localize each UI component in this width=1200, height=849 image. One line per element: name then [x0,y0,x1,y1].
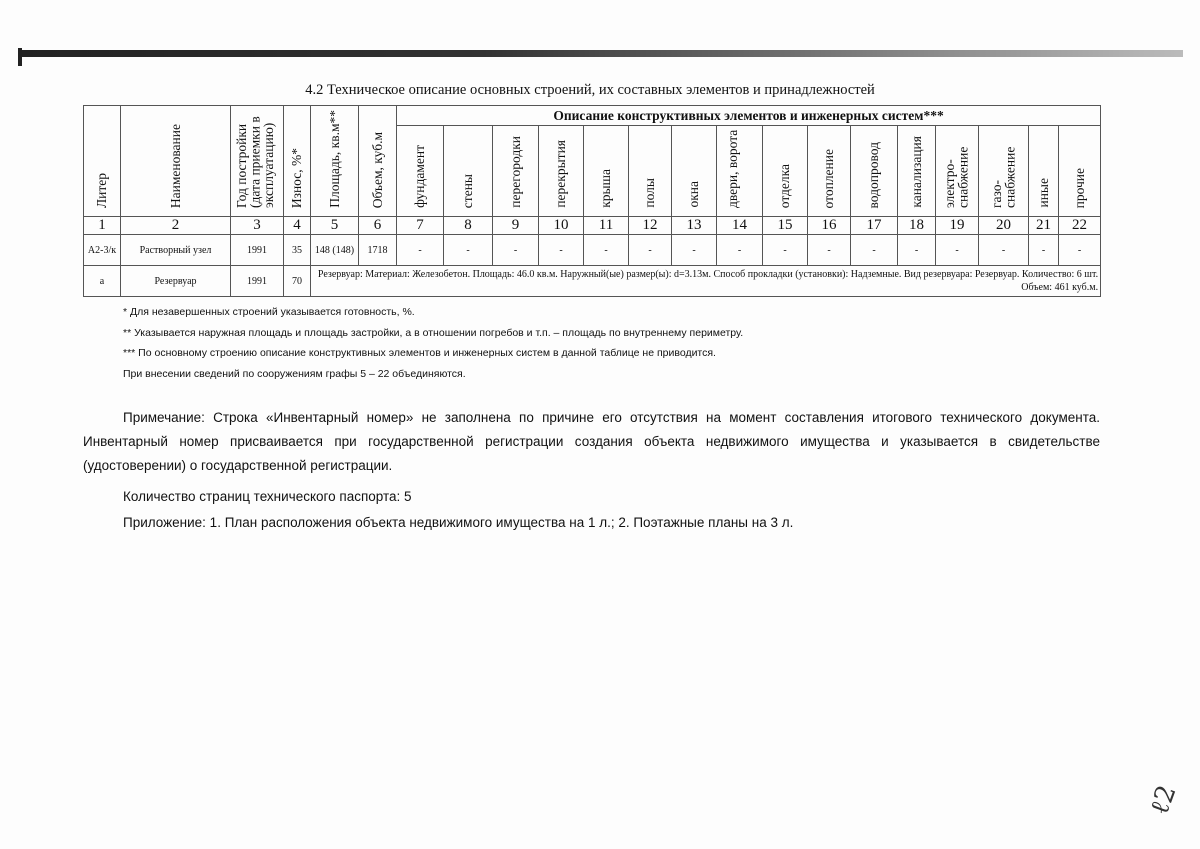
cell-volume: 1718 [359,235,397,266]
cell-dash: - [539,235,584,266]
cell-dash: - [763,235,808,266]
footnote: * Для незавершенных строений указывается готовность, %. [123,306,415,318]
subheader-cell [629,126,672,217]
subheader-text: полы [642,178,658,208]
cell-dash: - [979,235,1029,266]
subheader-cell [584,126,629,217]
subheader-cell [898,126,936,217]
cell-area: 148 (148) [311,235,359,266]
cell-liter: А2-3/к [84,235,121,266]
cell-dash: - [672,235,717,266]
column-number: 13 [672,217,717,235]
header-text: Объем, куб.м [369,131,385,208]
column-number: 5 [311,217,359,235]
header-text: Износ, %* [289,147,305,208]
footnotes [123,302,743,384]
pages-count: Количество страниц технического паспорта: 5 [123,489,412,504]
subheader-cell [397,126,444,217]
subheader-cell [444,126,493,217]
cell-dash: - [584,235,629,266]
table-row [84,266,1101,297]
subheader-text: электро-снабжение [942,146,971,208]
cell-year: 1991 [231,235,284,266]
column-number: 22 [1059,217,1101,235]
column-number: 3 [231,217,284,235]
cell-liter: а [84,266,121,297]
scan-artifact [18,48,22,66]
subheader-text: отделка [777,163,793,208]
table-row [84,235,1101,266]
header-name [121,106,231,217]
column-number: 6 [359,217,397,235]
header-year [231,106,284,217]
subheader-cell [936,126,979,217]
handwritten-mark: ℓ2 [1144,781,1183,819]
subheader-text: двери, ворота [724,129,740,208]
cell-description: Резервуар: Материал: Железобетон. Площадь: 46.0 кв.м. Наружный(ые) размер(ы): d=3.13м. Способ прокладки (установки): Надземные. Вид резервуара: Резервуар. Количество: 6 шт. Объем: 461 куб.м. [311,266,1101,297]
subheader-text: окна [686,181,702,208]
cell-dash: - [397,235,444,266]
subheader-cell [1059,126,1101,217]
header-area [311,106,359,217]
cell-dash: - [1059,235,1101,266]
subheader-text: крыша [598,169,614,208]
subheader-cell [493,126,539,217]
cell-dash: - [629,235,672,266]
cell-dash: - [493,235,539,266]
header-text: Наименование [167,123,183,208]
cell-dash: - [808,235,851,266]
header-wear [284,106,311,217]
header-text: Литер [94,172,110,208]
subheader-text: прочие [1071,167,1087,208]
subheader-cell [851,126,898,217]
column-number: 17 [851,217,898,235]
column-number: 21 [1029,217,1059,235]
group-header: Описание конструктивных элементов и инженерных систем*** [397,106,1101,126]
subheader-cell [717,126,763,217]
column-number: 4 [284,217,311,235]
subheader-text: отопление [821,148,837,208]
cell-dash: - [936,235,979,266]
cell-dash: - [851,235,898,266]
section-title: 4.2 Техническое описание основных строений, их составных элементов и принадлежностей [305,82,875,98]
cell-dash: - [444,235,493,266]
subheader-cell [539,126,584,217]
column-number: 19 [936,217,979,235]
subheader-text: иные [1035,178,1051,208]
subheader-text: канализация [908,136,924,208]
column-number: 2 [121,217,231,235]
header-liter [84,106,121,217]
cell-dash: - [898,235,936,266]
remark-paragraph: Примечание: Строка «Инвентарный номер» не заполнена по причине его отсутствия на момент составления итогового технического документа. Инвентарный номер присваивается при государственной регистрации создания объекта недвижимого имущества и указывается в свидетельстве (удостоверении) о государственной регистрации. [83,410,1100,473]
cell-dash: - [1029,235,1059,266]
subheader-cell [763,126,808,217]
subheader-text: водопровод [866,141,882,208]
column-number: 12 [629,217,672,235]
structures-table [83,105,1101,297]
column-number: 8 [444,217,493,235]
column-number: 10 [539,217,584,235]
subheader-cell [1029,126,1059,217]
scan-artifact [18,50,1183,57]
column-number: 9 [493,217,539,235]
cell-dash: - [717,235,763,266]
subheader-cell [672,126,717,217]
cell-wear: 70 [284,266,311,297]
subheader-cell [808,126,851,217]
subheader-text: стены [460,173,476,208]
cell-wear: 35 [284,235,311,266]
column-number: 14 [717,217,763,235]
column-number: 20 [979,217,1029,235]
cell-year: 1991 [231,266,284,297]
header-text: Год постройки (дата приемки в эксплуатацию) [234,116,276,208]
footnote: *** По основному строению описание конструктивных элементов и инженерных систем в данной таблице не приводится. [123,347,716,359]
column-number: 11 [584,217,629,235]
column-number: 7 [397,217,444,235]
footnote: ** Указывается наружная площадь и площадь застройки, а в отношении погребов и т.п. – площадь по внутреннему периметру. [123,326,744,339]
cell-name: Растворный узел [121,235,231,266]
subheader-text: фундамент [412,145,428,208]
appendix: Приложение: 1. План расположения объекта недвижимого имущества на 1 л.; 2. Поэтажные планы на 3 л. [123,515,794,530]
subheader-cell [979,126,1029,217]
column-number: 18 [898,217,936,235]
header-text: Площадь, кв.м** [326,110,342,208]
subheader-text: перегородки [507,136,523,208]
column-number: 15 [763,217,808,235]
cell-name: Резервуар [121,266,231,297]
header-volume [359,106,397,217]
column-number: 16 [808,217,851,235]
subheader-text: газо-снабжение [988,146,1017,208]
subheader-text: перекрытия [553,140,569,208]
footnote: При внесении сведений по сооружениям графы 5 – 22 объединяются. [123,367,466,380]
column-number: 1 [84,217,121,235]
